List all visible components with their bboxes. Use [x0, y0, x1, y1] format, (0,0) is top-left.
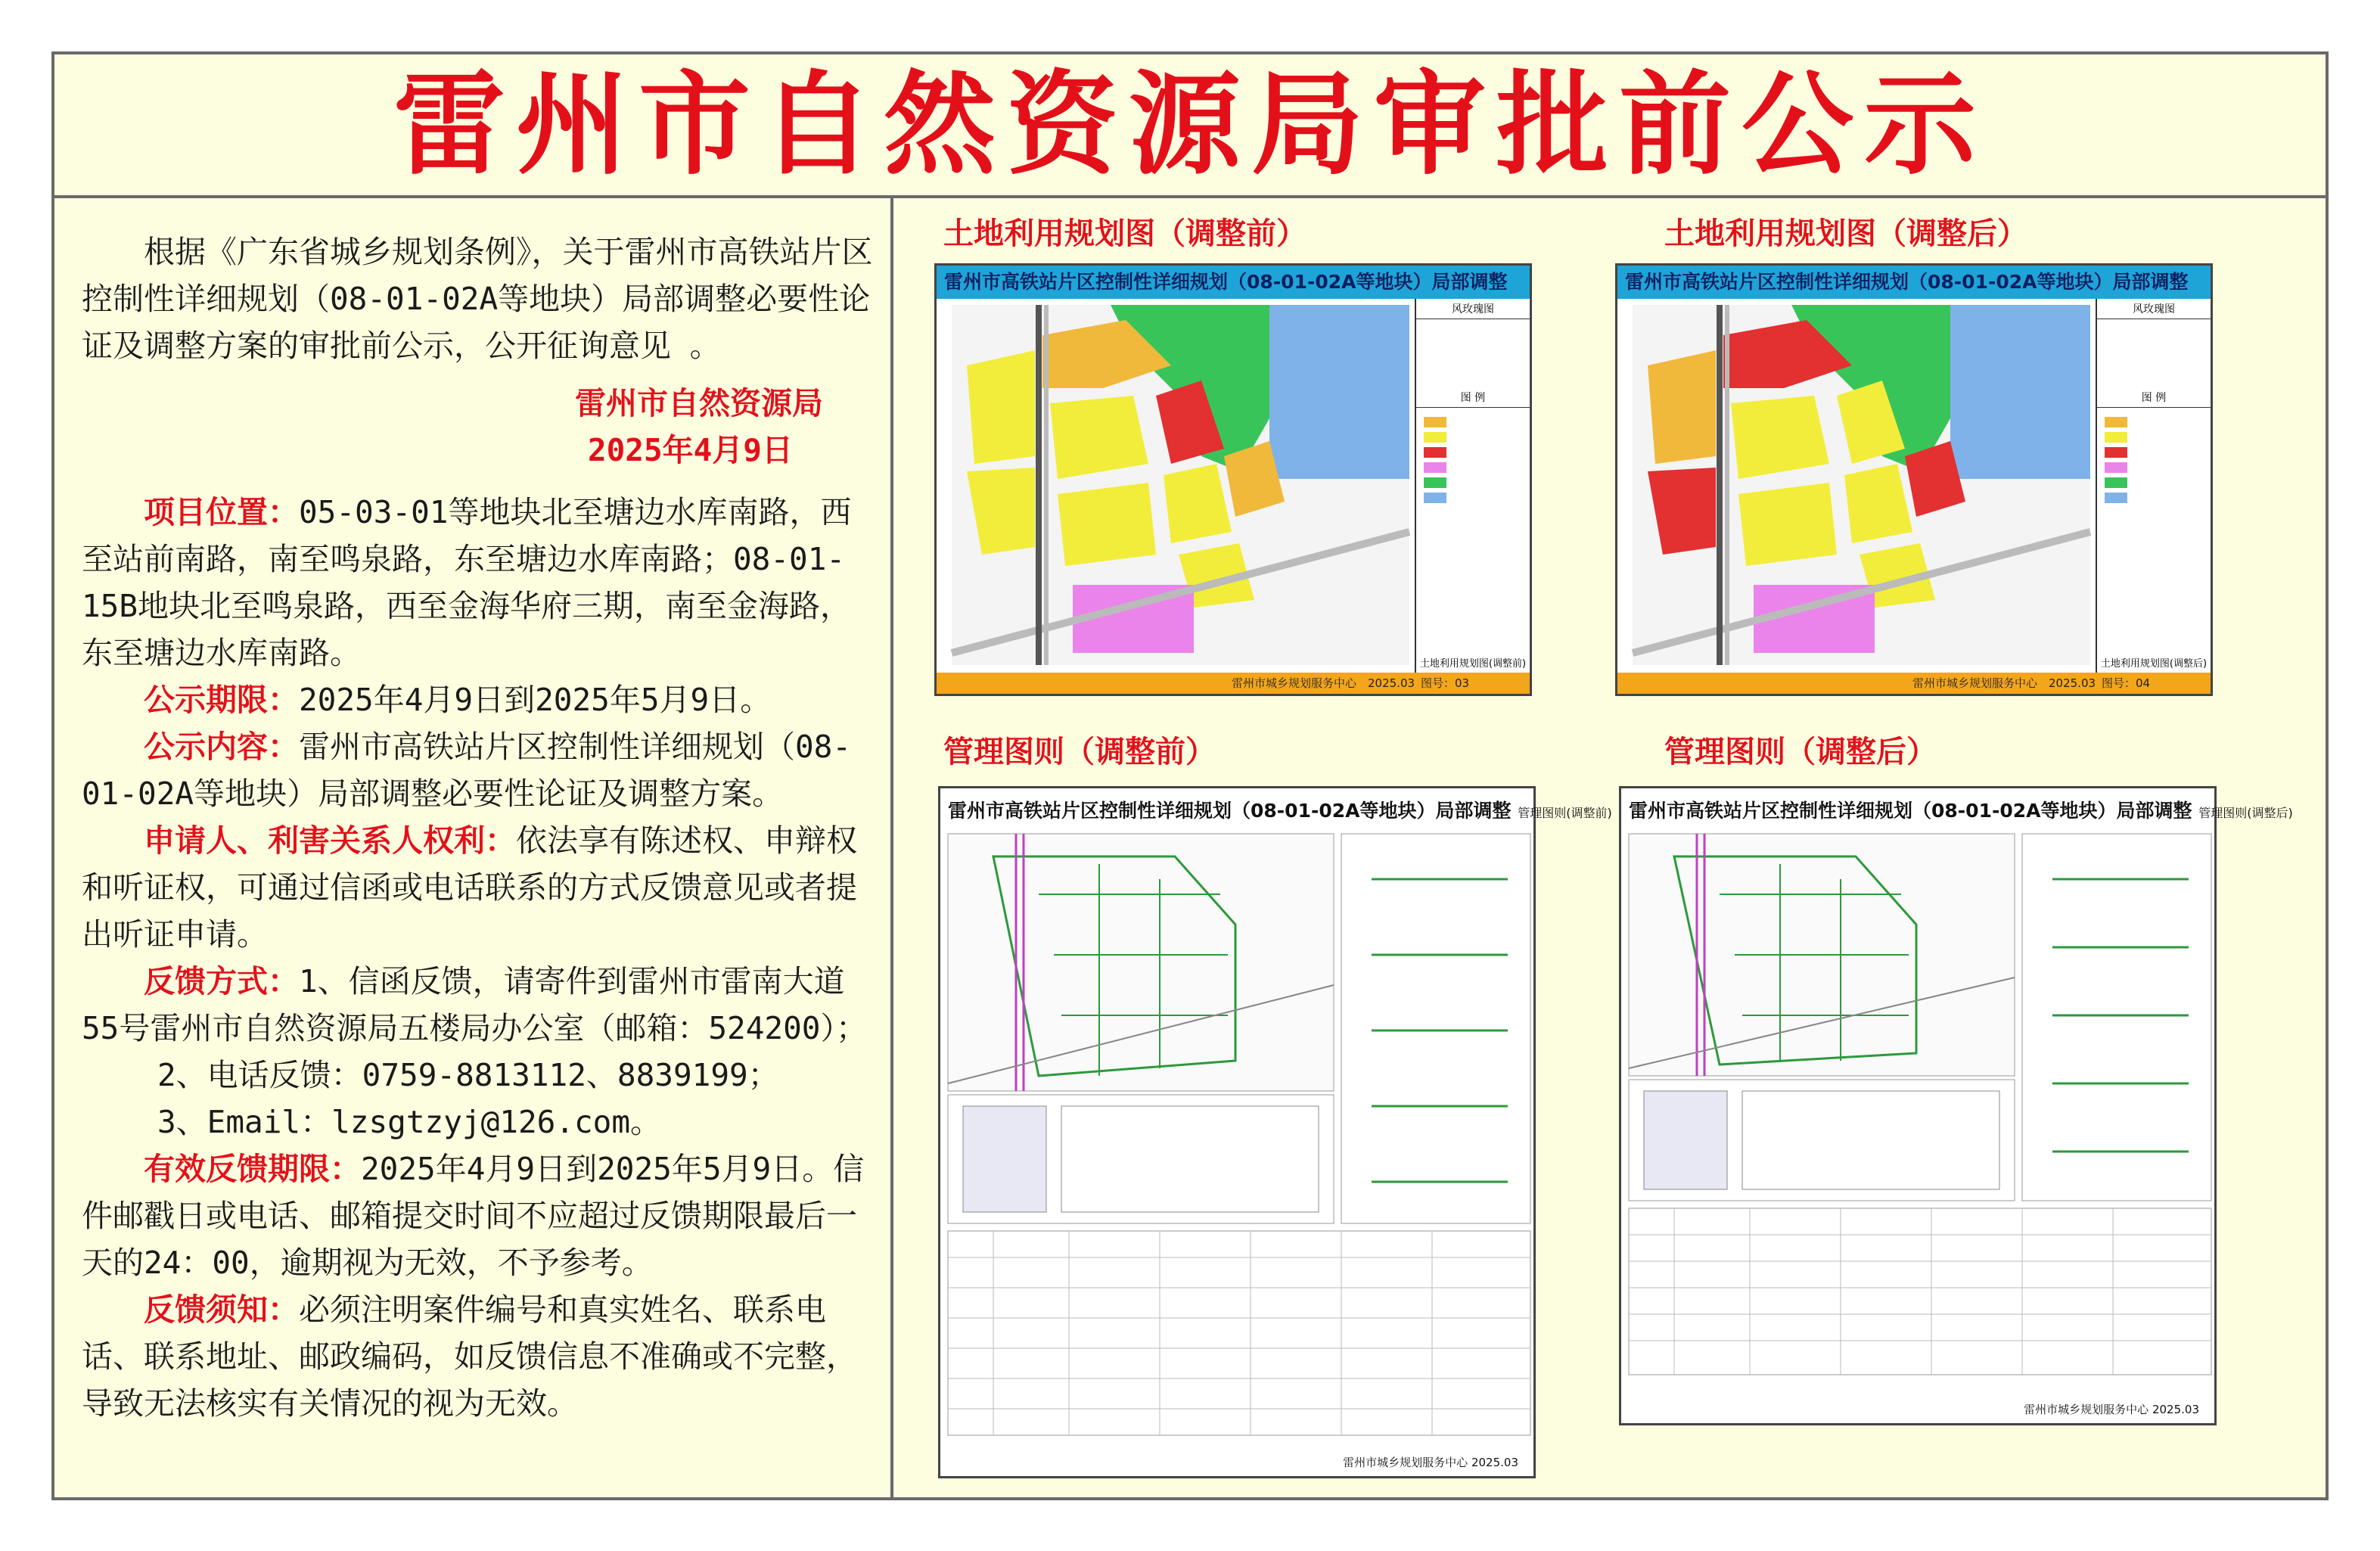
page-title: 雷州市自然资源局审批前公示: [393, 60, 1987, 190]
period-label: 公示期限：: [144, 682, 299, 718]
doc-heading: [1629, 796, 2293, 823]
legend-wind-title: 风玫瑰图: [2097, 299, 2211, 319]
feedback-item-3: 3、Email：lzsgtzyj@126.com。: [157, 1104, 662, 1140]
notes-label: 反馈须知：: [144, 1291, 299, 1328]
map-date: 2025.03: [1368, 676, 1415, 690]
doc-date: 2025.03: [2152, 1403, 2199, 1416]
land-use-map-after: [1615, 263, 2213, 696]
map-org: 雷州市城乡规划服务中心: [1912, 676, 2038, 690]
legend-wind-title: 风玫瑰图: [1416, 299, 1530, 319]
map-date: 2025.03: [2049, 676, 2096, 690]
feedback-item-2: 2、电话反馈：0759-8813112、8839199；: [157, 1057, 779, 1093]
notice-text: [82, 228, 876, 1427]
rules-after-label: 管理图则（调整后）: [1664, 735, 1937, 769]
column-divider: [890, 198, 893, 1500]
rules-before-label: 管理图则（调整前）: [943, 735, 1216, 769]
content-paragraph: [82, 723, 876, 817]
map-heading: 雷州市高铁站片区控制性详细规划（08-01-02A等地块）局部调整: [1617, 266, 2211, 299]
land-use-map-graphic: [1633, 305, 2090, 665]
legend-title: 图 例: [2097, 387, 2211, 408]
period-text: 2025年4月9日到2025年5月9日。: [299, 682, 772, 718]
doc-date: 2025.03: [1471, 1456, 1518, 1469]
rules-drawing: [1629, 834, 2211, 1394]
period-paragraph: [82, 676, 876, 723]
doc-title: 雷州市高铁站片区控制性详细规划（08-01-02A等地块）局部调整: [948, 800, 1512, 822]
rights-label: 申请人、利害关系人权利：: [144, 822, 516, 859]
notes-text: 必须注明案件编号和真实姓名、联系电话、联系地址、邮政编码，如反馈信息不准确或不完整，导致无法核实有关情况的视为无效。: [82, 1291, 857, 1422]
map-legend: [2096, 299, 2211, 673]
feedback-label: 反馈方式：: [144, 963, 299, 999]
issuer: 雷州市自然资源局: [575, 385, 823, 421]
land-before-label: 土地利用规划图（调整前）: [943, 216, 1307, 251]
legend-title: 图 例: [1416, 387, 1530, 408]
map-footer: [1617, 673, 2211, 694]
notes-paragraph: [82, 1286, 876, 1427]
land-use-map-graphic: [952, 305, 1409, 665]
doc-org: 雷州市城乡规划服务中心: [1343, 1456, 1468, 1469]
doc-footer: [1343, 1454, 1518, 1470]
management-rules-after: [1619, 786, 2293, 1425]
doc-footer: [2024, 1401, 2199, 1417]
doc-heading: [948, 796, 1612, 823]
content-label: 公示内容：: [144, 729, 299, 765]
figure-number: 图号：04: [2102, 676, 2151, 690]
valid-label: 有效反馈期限：: [144, 1151, 361, 1187]
management-rules-before: [938, 786, 1612, 1478]
title-bar: [54, 54, 2326, 198]
notice-board: [51, 51, 2329, 1500]
valid-paragraph: [82, 1145, 876, 1286]
doc-subtitle: 管理图则(调整后): [2198, 806, 2293, 820]
map-footer: [937, 673, 1530, 694]
doc-title: 雷州市高铁站片区控制性详细规划（08-01-02A等地块）局部调整: [1629, 800, 2192, 822]
issue-date: 2025年4月9日: [587, 432, 793, 468]
figure-number: 图号：03: [1421, 676, 1470, 690]
doc-org: 雷州市城乡规划服务中心: [2024, 1403, 2149, 1416]
land-after-label: 土地利用规划图（调整后）: [1664, 216, 2027, 251]
map-heading: 雷州市高铁站片区控制性详细规划（08-01-02A等地块）局部调整: [937, 266, 1530, 299]
rights-text: 依法享有陈述权、申辩权和听证权，可通过信函或电话联系的方式反馈意见或者提出听证申请。: [82, 822, 857, 953]
rules-drawing: [948, 834, 1530, 1447]
location-label: 项目位置：: [144, 494, 299, 530]
feedback-paragraph: [82, 958, 876, 1052]
location-paragraph: [82, 489, 876, 676]
content-text: 雷州市高铁站片区控制性详细规划（08-01-02A等地块）局部调整必要性论证及调整方案。: [82, 729, 852, 812]
doc-subtitle: 管理图则(调整前): [1518, 806, 1612, 820]
rights-paragraph: [82, 817, 876, 958]
legend-sub: 土地利用规划图(调整前): [1419, 658, 1527, 670]
map-org: 雷州市城乡规划服务中心: [1232, 676, 1357, 690]
legend-sub: 土地利用规划图(调整后): [2100, 658, 2208, 670]
location-text: 05-03-01等地块北至塘边水库南路，西至站前南路，南至鸣泉路，东至塘边水库南路；08-01-15B地块北至鸣泉路，西至金海华府三期，南至金海路，东至塘边水库南路。: [82, 494, 852, 671]
land-use-map-before: [934, 263, 1532, 696]
feedback-item-1: 1、信函反馈，请寄件到雷州市雷南大道55号雷州市自然资源局五楼局办公室（邮箱：524200）；: [82, 963, 867, 1046]
intro-paragraph: 根据《广东省城乡规划条例》，关于雷州市高铁站片区控制性详细规划（08-01-02A等地块）局部调整必要性论证及调整方案的审批前公示，公开征询意见 。: [82, 234, 873, 364]
map-legend: [1415, 299, 1530, 673]
valid-text: 2025年4月9日到2025年5月9日。信件邮戳日或电话、邮箱提交时间不应超过反馈期限最后一天的24：00，逾期视为无效，不予参考。: [82, 1151, 865, 1281]
